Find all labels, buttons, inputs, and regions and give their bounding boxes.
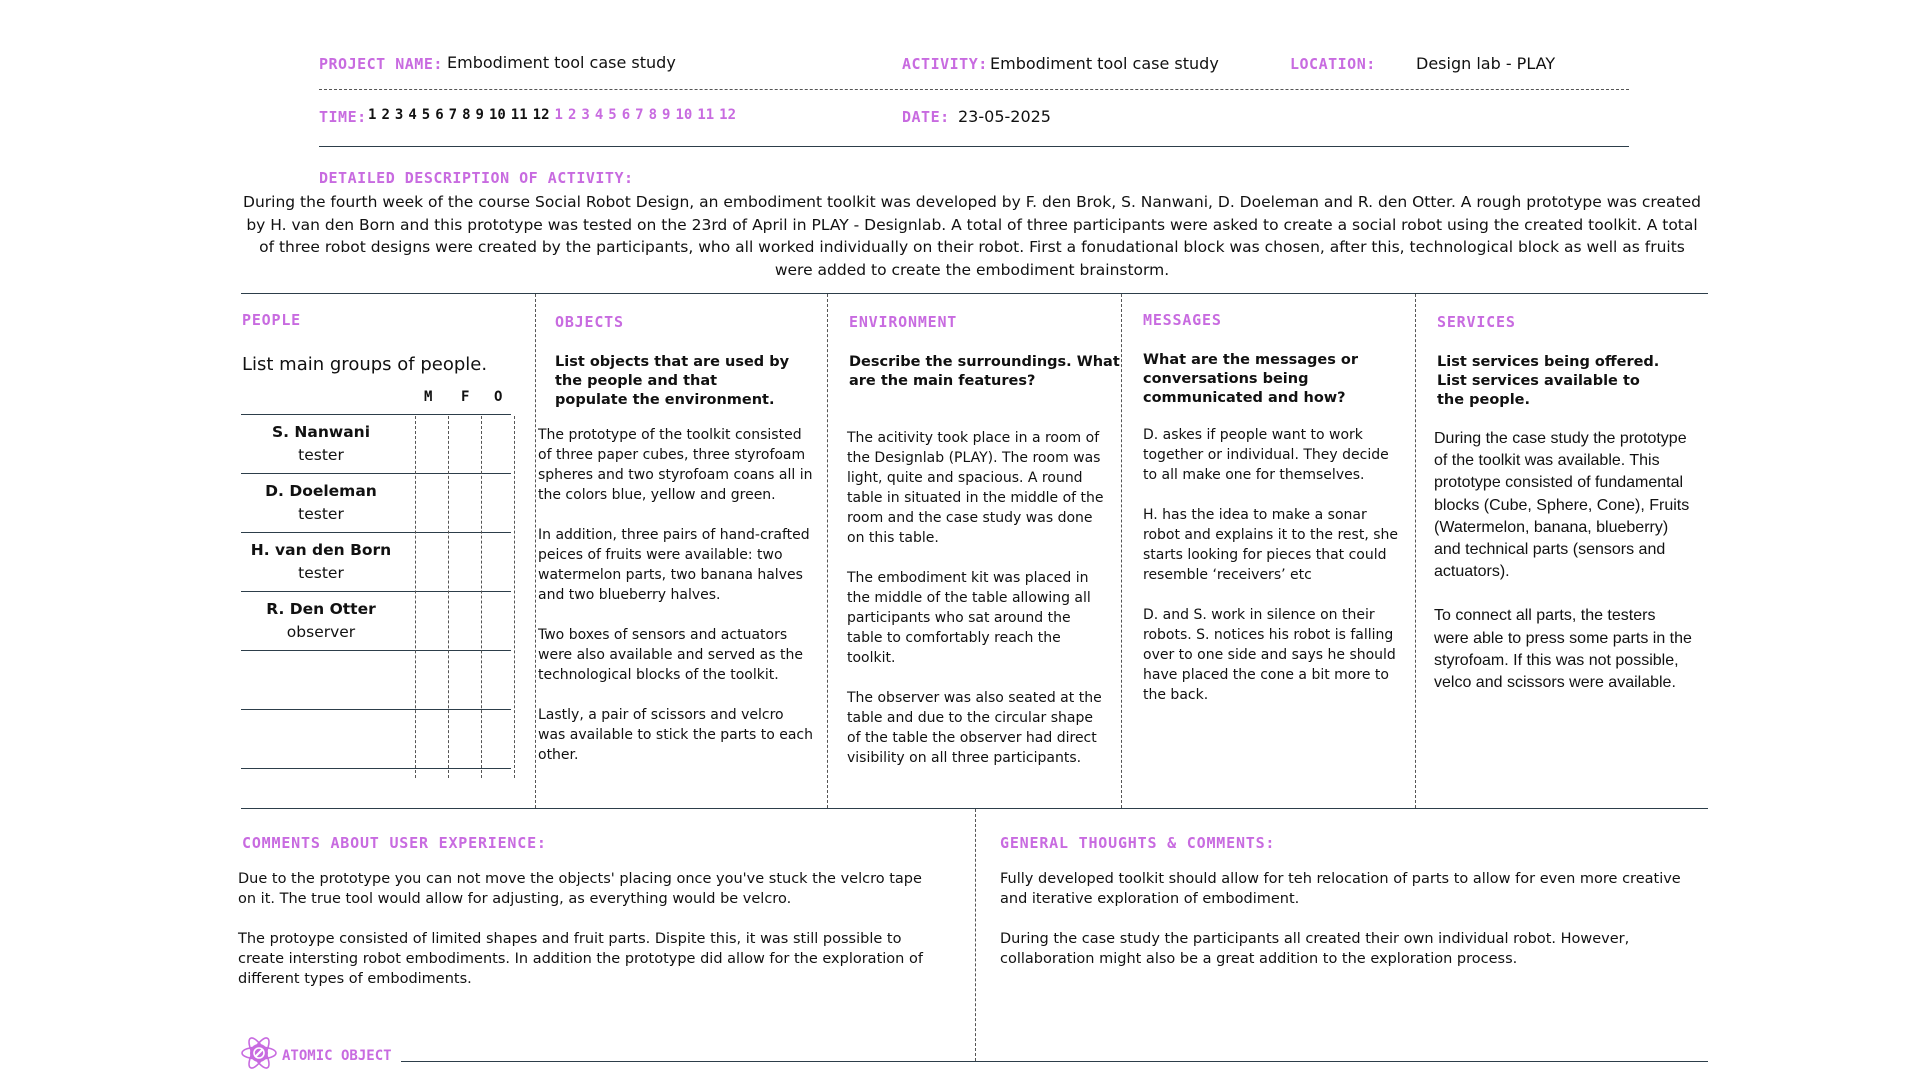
time-pm-11: 11 [697,107,715,123]
objects-prompt: List objects that are used by the people and that populate the environment. [555,354,790,408]
person-name: D. Doeleman [265,482,377,500]
time-am-4: 4 [408,107,417,123]
time-pm-2: 2 [567,107,577,123]
person-role: observer [286,623,356,641]
footer-line [401,1061,1708,1062]
people-prompt: List main groups of people. [242,354,488,375]
people-row [241,473,511,532]
objects-body: The prototype of the toolkit consisted of three paper cubes, three styrofoam spheres and two styrofoam coans all in the colors blue, yellow and green. In addition, three pairs of hand-crafted peices of fruits were available: two watermelon parts, two banana halves and two blueberry halves. Two boxes of sensors and actuators were also available and served as the technological blocks of the toolkit. Lastly, a pair of scissors and velcro was available to stick the parts to each other. [538,427,813,763]
time-am-7: 7 [448,107,458,123]
col-divider-4 [1415,294,1416,808]
activity-label: ACTIVITY: [902,55,988,73]
user-experience-title: COMMENTS ABOUT USER EXPERIENCE: [242,834,547,852]
date-label: DATE: [902,108,950,126]
time-pm-12: 12 [719,107,737,123]
services-body: During the case study the prototype of the toolkit was available. This prototype consisted of fundamental blocks (Cube, Sphere, Cone), Fruits (Watermelon, banana, blueberry) and technical parts (sensors and actuators). To connect all parts, the testers were able to press some parts in the styrofoam. If this was not possible, velco and scissors were available. [1434,430,1692,692]
person-name: R. Den Otter [266,600,376,618]
people-mfo-divider-3 [481,416,482,778]
time-pm-8: 8 [648,107,658,123]
people-mfo-divider-1 [415,416,416,778]
grid-top-line [241,293,1708,294]
time-label: TIME: [319,108,367,126]
time-selector [368,107,741,123]
people-table [241,414,511,769]
description-text: During the fourth week of the course Social Robot Design, an embodiment toolkit was developed by F. den Brok, S. Nanwani, D. Doeleman and R. den Otter. A rough prototype was created by H. van den Born and this prototype was tested on the 23rd of April in PLAY - Designlab. A total of three participants were asked to create a social robot using the created toolkit. A total of three robot designs were created by the participants, who all worked individually on their robot. First a fonudational block was chosen, after this, technological block as well as fruits were added to create the embodiment brainstorm. [243,193,1701,279]
people-row [241,709,511,769]
person-role: tester [298,505,344,523]
environment-title: ENVIRONMENT [849,313,958,331]
time-am-10: 10 [488,107,506,123]
general-thoughts-body: Fully developed toolkit should allow for teh relocation of parts to allow for even more creative and iterative exploration of embodiment. During the case study the participants all created their own individual robot. However, collaboration might also be a great addition to the exploration process. [1000,871,1681,967]
time-pm-6: 6 [621,107,631,123]
time-am-8: 8 [462,107,471,123]
col-divider-2 [827,294,828,808]
location-value: Design lab - PLAY [1416,54,1556,73]
person-name: H. van den Born [250,541,392,559]
time-pm-7: 7 [635,107,644,123]
people-row [241,650,511,709]
atom-icon [238,1032,280,1079]
time-pm-10: 10 [675,107,693,123]
col-divider-3 [1121,294,1122,808]
time-am-1: 1 [368,107,377,123]
activity-value: Embodiment tool case study [990,54,1219,73]
objects-title: OBJECTS [555,313,624,331]
brand-logo [238,1032,392,1079]
general-thoughts-title: GENERAL THOUGHTS & COMMENTS: [1000,834,1276,852]
people-col-f: F [461,389,470,405]
people-col-o: O [494,389,503,405]
time-am-3: 3 [394,107,404,123]
people-row [241,591,511,650]
person-name: S. Nanwani [271,423,371,441]
environment-prompt: Describe the surroundings. What are the main features? [849,354,1120,389]
brand-logo-text: ATOMIC OBJECT [282,1047,392,1064]
date-value: 23-05-2025 [958,107,1051,126]
messages-body: D. askes if people want to work together or individual. They decide to all make one for themselves. H. has the idea to make a sonar robot and explains it to the rest, she starts looking for pieces that could resemble ‘receivers’ etc D. and S. work in silence on their robots. S. notices his robot is falling over to one side and says he should have placed the cone a bit more to the back. [1143,427,1398,703]
header-divider [319,89,1629,90]
messages-title: MESSAGES [1143,311,1222,329]
time-am-9: 9 [475,107,484,123]
project-name-label: PROJECT NAME: [319,55,443,73]
people-row [241,532,511,591]
description-label: DETAILED DESCRIPTION OF ACTIVITY: [319,169,634,187]
people-mfo-divider-4 [514,416,515,778]
project-name-value: Embodiment tool case study [447,53,676,72]
user-experience-body: Due to the prototype you can not move the objects' placing once you've stuck the velcro tape on it. The true tool would allow for adjusting, as everything would be velcro. The protoype consisted of limited shapes and fruit parts. Dispite this, it was still possible to create intersting robot embodiments. In addition the prototype did allow for the exploration of different types of embodiments. [238,871,923,987]
services-title: SERVICES [1437,313,1516,331]
bottom-divider [975,809,976,1061]
time-pm-9: 9 [662,107,671,123]
time-am-2: 2 [381,107,390,123]
location-label: LOCATION: [1290,55,1376,73]
col-divider-1 [535,294,536,808]
messages-prompt: What are the messages or conversations being communicated and how? [1143,352,1359,406]
person-role: tester [298,564,344,582]
person-role: tester [298,446,344,464]
people-row [241,414,511,473]
people-mfo-divider-2 [448,416,449,778]
time-pm-1: 1 [554,107,563,123]
time-pm-4: 4 [594,107,604,123]
time-pm-5: 5 [608,107,617,123]
time-am-5: 5 [421,107,431,123]
time-pm-3: 3 [581,107,590,123]
people-title: PEOPLE [242,311,301,329]
time-am-11: 11 [510,107,528,123]
time-am-6: 6 [435,107,444,123]
header-bottom-line [319,146,1629,147]
environment-body: The acitivity took place in a room of the Designlab (PLAY). The room was light, quite and spacious. A round table in situated in the middle of the room and the case study was done on this table. The embodiment kit was placed in the middle of the table allowing all participants who sat around the table to comfortably reach the toolkit. The observer was also seated at the table and due to the circular shape of the table the observer had direct visibility on all three participants. [847,430,1104,766]
services-prompt: List services being offered. List services available to the people. [1437,354,1660,408]
time-am-12: 12 [532,107,550,123]
people-col-m: M [424,389,433,405]
